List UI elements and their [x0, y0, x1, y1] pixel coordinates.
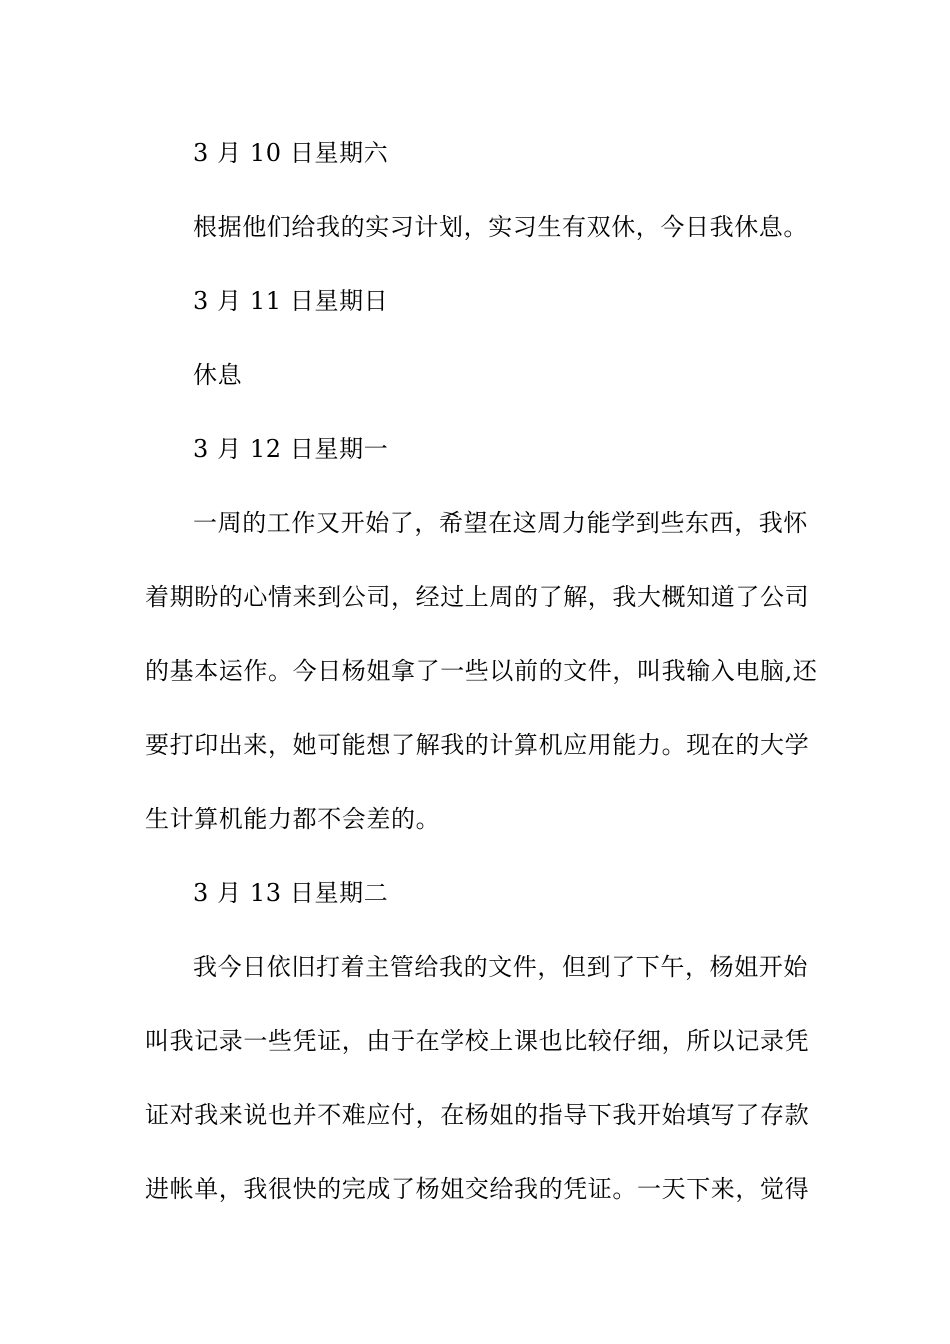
entry-text-mar-10: 根据他们给我的实习计划，实习生有双休，今日我休息。: [193, 213, 808, 241]
paragraph-line: 进帐单，我很快的完成了杨姐交给我的凭证。一天下来，觉得: [145, 1175, 810, 1203]
paragraph-line: 要打印出来，她可能想了解我的计算机应用能力。现在的大学: [145, 731, 810, 759]
entry-date-mar-11: 3 月 11 日星期日: [193, 287, 389, 315]
paragraph-line: 生计算机能力都不会差的。: [145, 805, 441, 833]
paragraph-line: 证对我来说也并不难应付，在杨姐的指导下我开始填写了存款: [145, 1101, 810, 1129]
paragraph-line: 我今日依旧打着主管给我的文件，但到了下午，杨姐开始: [193, 953, 808, 981]
paragraph-line: 叫我记录一些凭证，由于在学校上课也比较仔细，所以记录凭: [145, 1027, 810, 1055]
entry-date-mar-13: 3 月 13 日星期二: [193, 879, 389, 907]
entry-date-mar-10: 3 月 10 日星期六: [193, 139, 389, 167]
entry-text-mar-11: 休息: [193, 361, 243, 389]
paragraph-line: 的基本运作。今日杨姐拿了一些以前的文件，叫我输入电脑,还: [145, 657, 818, 685]
paragraph-line: 一周的工作又开始了，希望在这周力能学到些东西，我怀: [193, 509, 808, 537]
paragraph-line: 着期盼的心情来到公司，经过上周的了解，我大概知道了公司: [145, 583, 810, 611]
entry-date-mar-12: 3 月 12 日星期一: [193, 435, 389, 463]
